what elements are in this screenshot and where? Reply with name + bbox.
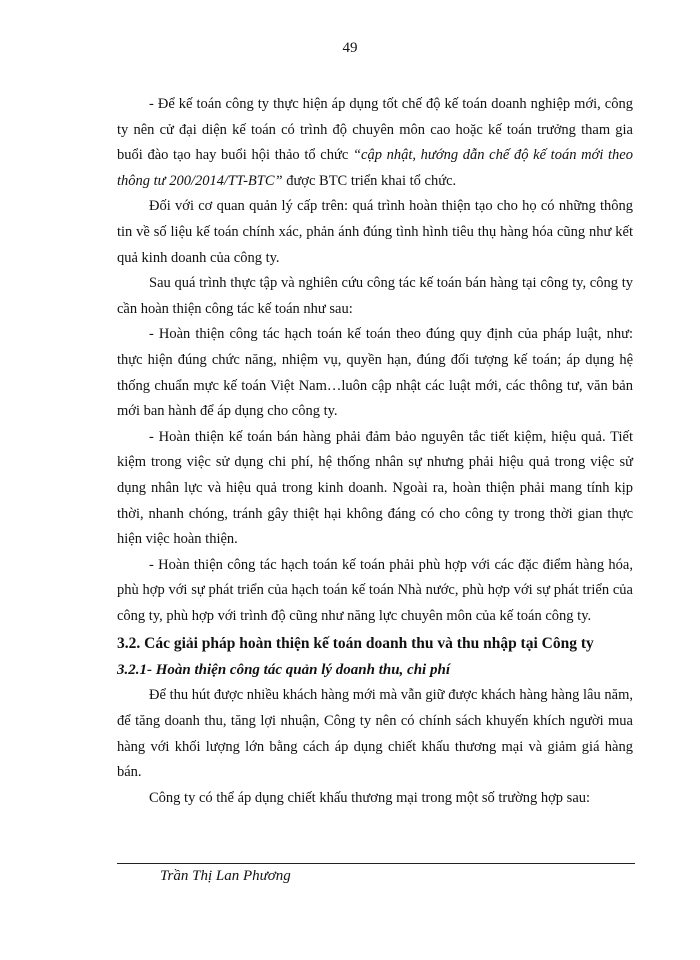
paragraph-training: [117, 92, 633, 194]
paragraph-legal: - Hoàn thiện công tác hạch toán kế toán theo đúng quy định của pháp luật, như: thực hiện đúng chức năng, nhiệm vụ, quyền hạn, đúng đối tượng kế toán; áp dụng hệ thống chuẩn mực kế toán Việt Nam…luôn cập nhật các luật mới, các thông tư, văn bản mới ban hành để áp dụng cho công ty.: [117, 326, 633, 420]
paragraph-discount-cases: Công ty có thể áp dụng chiết khấu thương mại trong một số trường hợp sau:: [149, 789, 591, 806]
paragraph-discount-policy: Để thu hút được nhiều khách hàng mới mà vẫn giữ được khách hàng hàng lâu năm, để tăng doanh thu, tăng lợi nhuận, Công ty nên có chính sách khuyến khích người mua hàng với khối lượng lớn bằng cách áp dụng chiết khấu thương mại và giảm giá hàng bán.: [117, 687, 633, 781]
footer-divider: [117, 863, 635, 864]
paragraph-authority: Đối với cơ quan quản lý cấp trên: quá trình hoàn thiện tạo cho họ có những thông tin về số liệu kế toán chính xác, phản ánh đúng tình hình tiêu thụ hàng hóa cũng như kết quả kinh doanh của công ty.: [117, 198, 633, 266]
page-number: 49: [342, 40, 358, 56]
paragraph-training-text: - Để kế toán công ty thực hiện áp dụng tốt chế độ kế toán doanh nghiệp mới, công ty nên cử đại diện kế toán có trình độ chuyên môn cao hoặc kế toán trưởng tham gia buổi đào tạo hay buổi hội thảo tổ chức: [117, 96, 633, 164]
footer-author: Trần Thị Lan Phương: [160, 868, 291, 884]
paragraph-after-internship: Sau quá trình thực tập và nghiên cứu công tác kế toán bán hàng tại công ty, công ty cần hoàn thiện công tác kế toán như sau:: [117, 275, 633, 317]
document-body: [117, 92, 633, 811]
section-heading-3-2: 3.2. Các giải pháp hoàn thiện kế toán doanh thu và thu nhập tại Công ty: [117, 635, 594, 653]
paragraph-efficiency: - Hoàn thiện kế toán bán hàng phải đảm bảo nguyên tắc tiết kiệm, hiệu quả. Tiết kiệm trong việc sử dụng chi phí, hệ thống nhân sự nhưng phải hiệu quả trong việc sử dụng nhân lực và hiệu quả trong kinh doanh. Ngoài ra, hoàn thiện phải mang tính kịp thời, nhanh chóng, tránh gây thiệt hại không đáng có cho công ty trong thời gian thực hiện việc hoàn thiện.: [117, 428, 633, 548]
paragraph-suitability: - Hoàn thiện công tác hạch toán kế toán phải phù hợp với các đặc điểm hàng hóa, phù hợp với sự phát triển của hạch toán kế toán Nhà nước, phù hợp với sự phát triển của công ty, phù hợp với trình độ cũng như năng lực chuyên môn của kế toán công ty.: [117, 556, 633, 624]
paragraph-training-quote: “cập nhật, hướng dẫn chế độ kế toán mới theo thông tư 200/2014/TT-BTC”: [117, 147, 633, 189]
paragraph-training-end: được BTC triển khai tổ chức.: [282, 172, 457, 189]
section-heading-3-2-1: 3.2.1- Hoàn thiện công tác quản lý doanh thu, chi phí: [117, 662, 450, 679]
